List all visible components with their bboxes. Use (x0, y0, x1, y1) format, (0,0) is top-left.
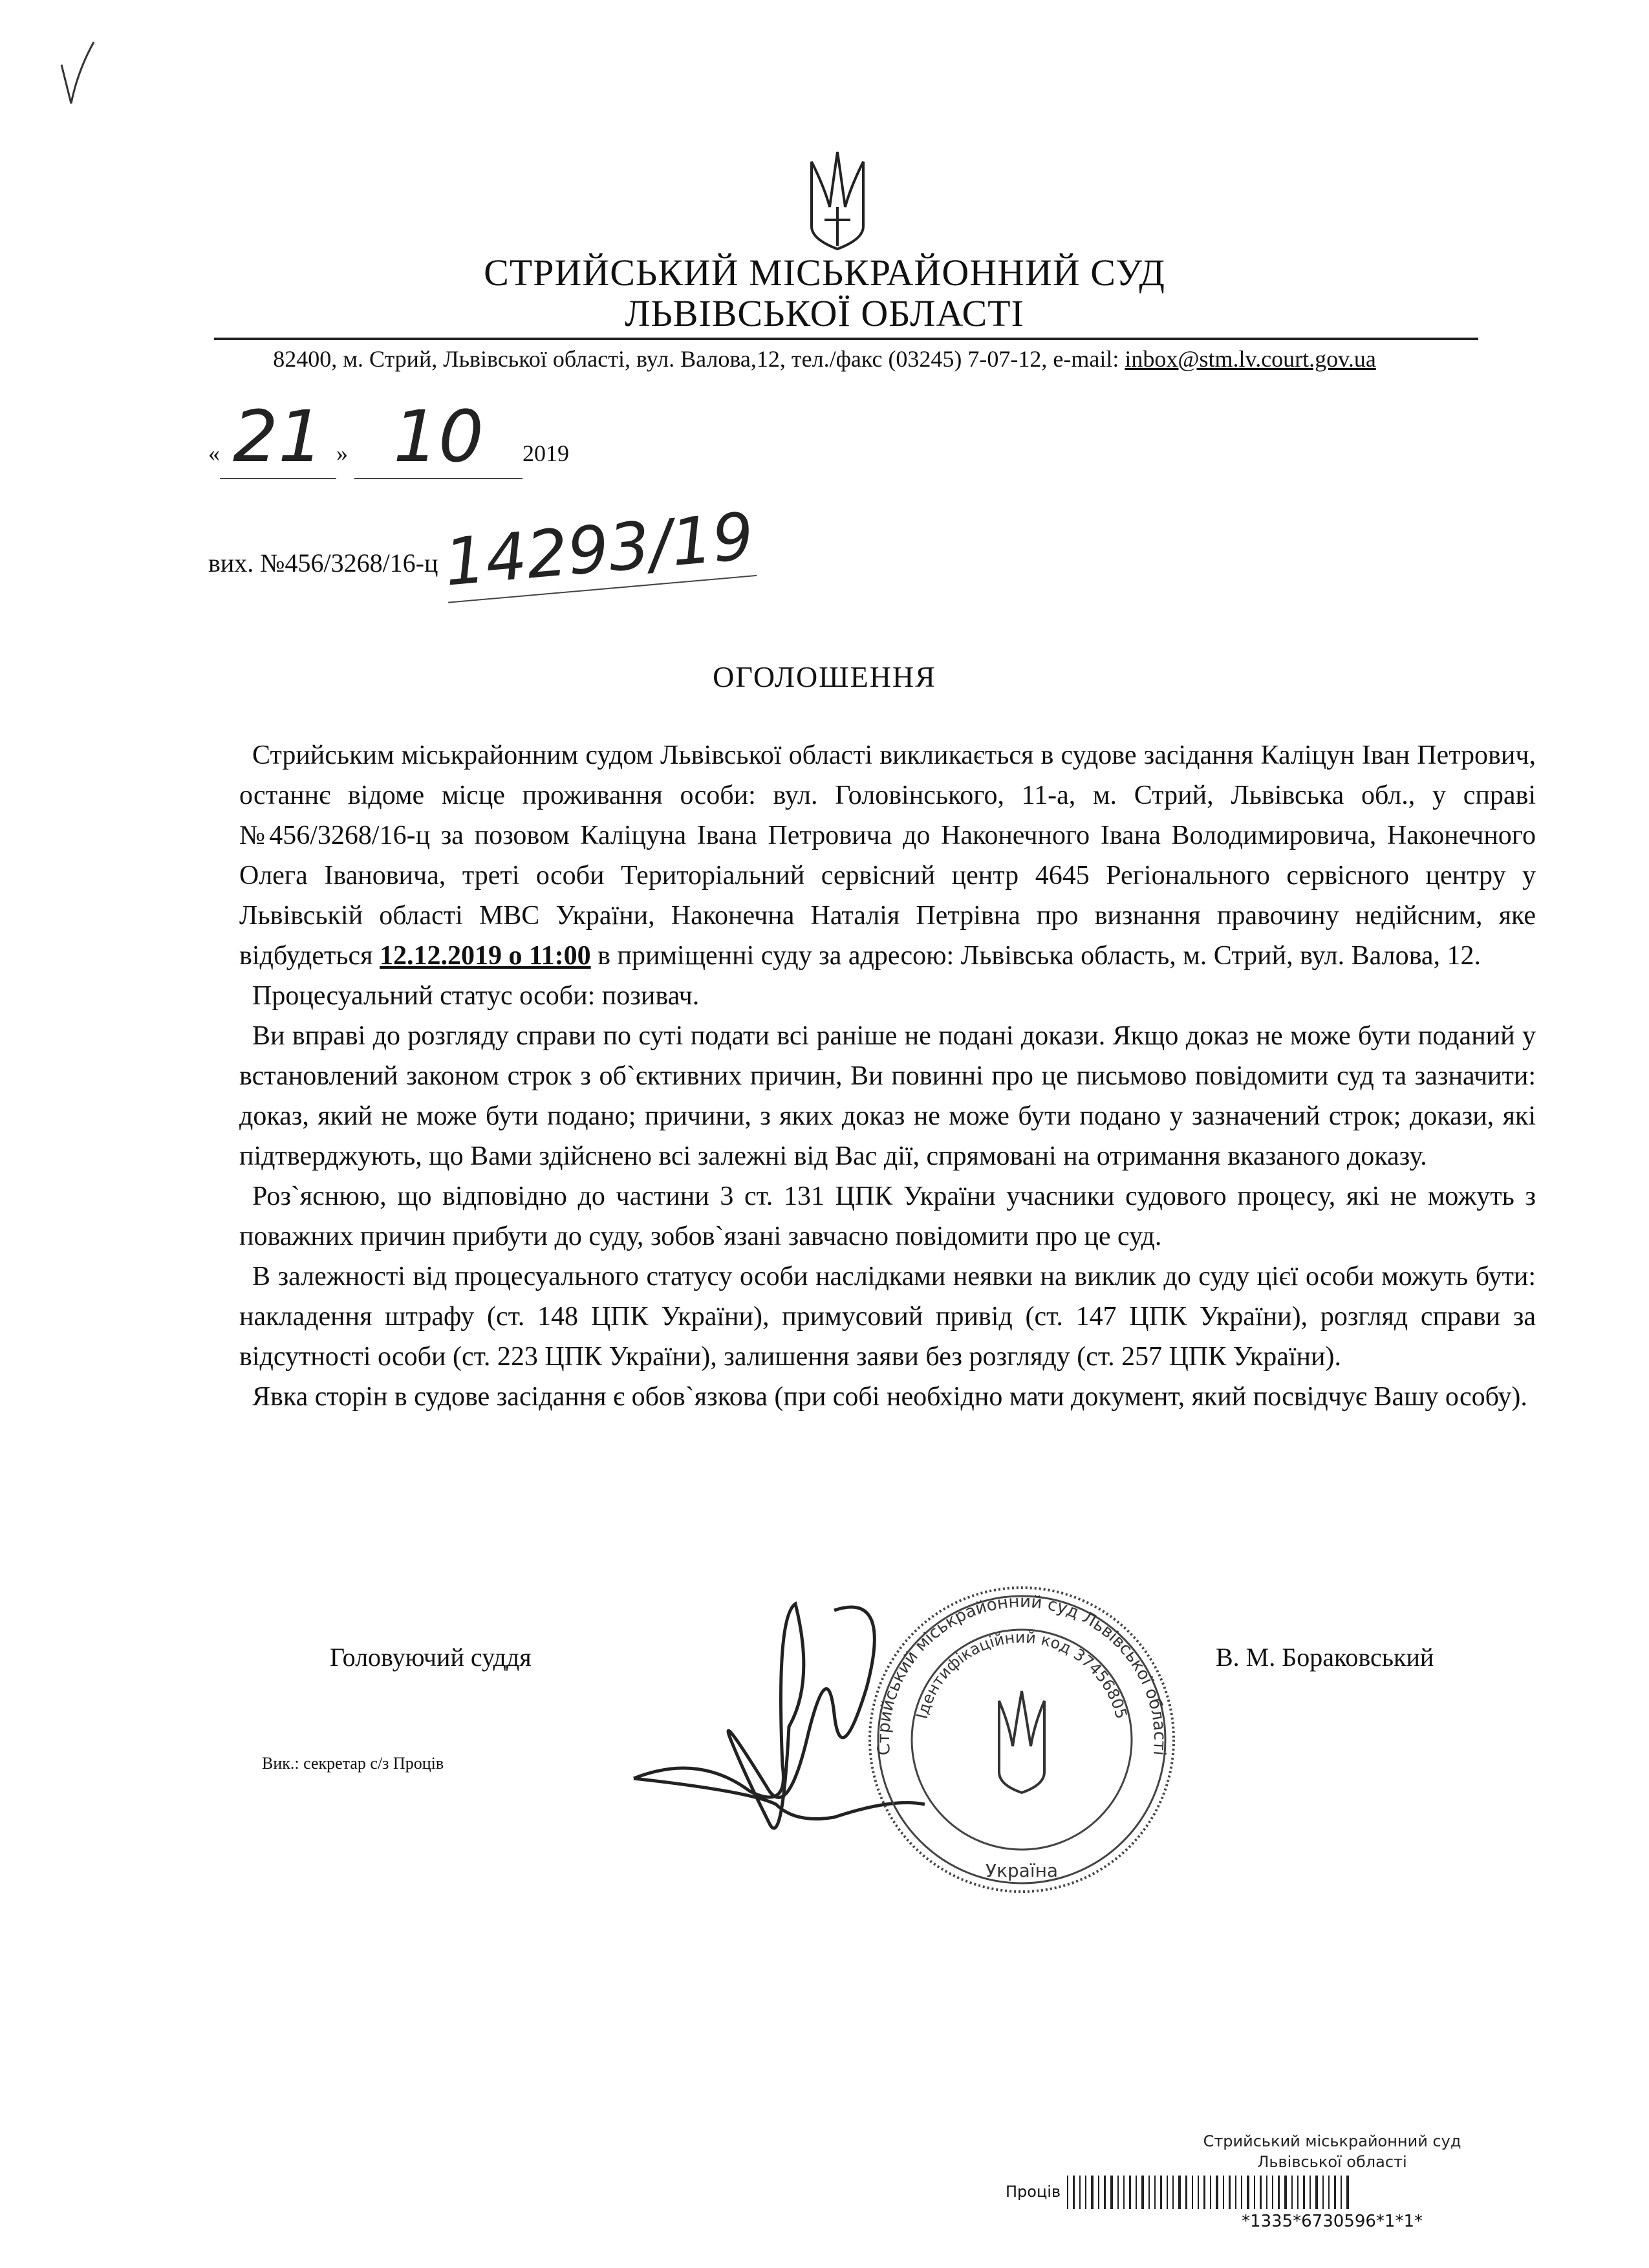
ref-label: вих. №456/3268/16-ц (208, 548, 438, 578)
svg-text:Ідентифікаційний код 37456805 (913, 1628, 1131, 1721)
barcode-bar (1297, 2176, 1299, 2209)
seal-outer-text: Стрийський міськрайонний суд Львівської області (874, 1592, 1170, 1756)
barcode-bar (1167, 2176, 1168, 2209)
barcode-bar (1185, 2176, 1187, 2209)
barcode-number: *1335*6730596*1*1* (1241, 2212, 1423, 2231)
summons-text: Стрийським міськрайонним судом Львівської області викликається в судове засідання Каліцун Іван Петрович, останнє відоме місце проживання особи: вул. Головінського, 11-а, м. Стрий, Львівська обл., у справі №456/3268/16-ц за позовом Каліцуна Івана Петровича до Наконечного Івана Володимировича, Наконечного Олега Івановича, треті особи Територіальний сервісний центр 4645 Регіонального сервісного центру у Львівській області МВС України, Наконечна Наталія Петрівна про визнання правочину недійсним, яке відбудеться (239, 740, 1536, 971)
address-text: 82400, м. Стрий, Львівської області, вул. Валова,12, тел./факс (03245) 7-07-12, e-mail: (273, 346, 1125, 372)
barcode-bar (1341, 2176, 1342, 2209)
barcode-bar (1178, 2176, 1181, 2209)
barcode-bar (1216, 2176, 1218, 2209)
paragraph-evidence: Ви вправі до розгляду справи по суті подати всі раніше не подані докази. Якщо доказ не може бути поданий у встановлений законом строк з об`єктивних причин, Ви повинні про це письмово повідомити суд та зазначити: доказ, який не може бути подано; причини, з яких доказ не може бути подано у зазначений строк; докази, які підтверджують, що Вами здійснено всі залежні від Вас дії, спрямовані на отримання вказаного доказу. (239, 1021, 1536, 1171)
ref-handwritten: 14293/19 (442, 497, 757, 603)
barcode-bar (1315, 2176, 1318, 2209)
date-quote-close: » (336, 440, 348, 466)
barcode-bar (1198, 2176, 1199, 2209)
paragraph-consequences: В залежності від процесуального статусу особи наслідками неявки на виклик до суду цієї особи можуть бути: накладення штрафу (ст. 148 ЦПК України), примусовий привід (ст. 147 ЦПК України), розгляд справи за відсутності особи (ст. 223 ЦПК України), залишення заяви без розгляду (ст. 257 ЦПК України). (239, 1262, 1536, 1372)
header-divider (214, 338, 1478, 340)
barcode-bar (1322, 2176, 1324, 2209)
barcode-bar (1098, 2176, 1099, 2209)
email-link[interactable]: inbox@stm.lv.court.gov.ua (1125, 346, 1376, 372)
barcode-bar (1091, 2176, 1094, 2209)
barcode (1067, 2176, 1353, 2209)
barcode-bar (1346, 2176, 1349, 2209)
checkmark-icon (58, 39, 97, 110)
barcode-bar (1260, 2176, 1262, 2209)
announcement-body (239, 735, 1536, 1417)
paragraph-status: Процесуальний статус особи: позивач. (252, 981, 700, 1011)
trident-icon (805, 149, 870, 252)
hearing-datetime: 12.12.2019 о 11:00 (379, 941, 591, 971)
barcode-bar (1235, 2176, 1236, 2209)
barcode-bar (1272, 2176, 1273, 2209)
barcode-bar (1334, 2176, 1336, 2209)
barcode-bar (1328, 2176, 1330, 2209)
barcode-bar (1291, 2176, 1293, 2209)
barcode-bar (1085, 2176, 1086, 2209)
barcode-bar (1284, 2176, 1287, 2209)
barcode-bar (1310, 2176, 1311, 2209)
barcode-bar (1203, 2176, 1205, 2209)
barcode-bar (1117, 2176, 1119, 2209)
court-title-line2: ЛЬВІВСЬКОЇ ОБЛАСТІ (625, 292, 1024, 334)
paragraph-explanation: Роз`яснюю, що відповідно до частини 3 ст. 131 ЦПК України учасники судового процесу, які не можуть з поважних причин прибути до суду, зобов`язані завчасно повідомити про це суд. (239, 1182, 1536, 1251)
barcode-bar (1266, 2176, 1267, 2209)
court-address (0, 345, 1649, 373)
barcode-bar (1303, 2176, 1305, 2209)
judge-role: Головуючий суддя (330, 1643, 532, 1672)
barcode-bar (1110, 2176, 1113, 2209)
document-date (208, 394, 569, 479)
barcode-bar (1247, 2176, 1249, 2209)
seal-inner-text: Ідентифікаційний код 37456805 (912, 1628, 1131, 1721)
judge-name: В. М. Бораковський (1216, 1643, 1434, 1672)
barcode-bar (1073, 2176, 1075, 2209)
barcode-bar (1079, 2176, 1081, 2209)
svg-text:Стрийський міськрайонний суд Л (874, 1592, 1169, 1756)
court-title-line1: СТРИЙСЬКИЙ МІСЬКРАЙОННИЙ СУД (484, 252, 1165, 294)
barcode-court (1164, 2131, 1500, 2172)
date-day: 21 (220, 395, 336, 479)
seal-trident-icon (999, 1691, 1044, 1793)
barcode-bar (1104, 2176, 1106, 2209)
outgoing-ref (208, 498, 757, 602)
paragraph-attendance: Явка сторін в судове засідання є обов`язкова (при собі необхідно мати документ, який посвідчує Вашу особу). (252, 1382, 1527, 1412)
seal-country: Україна (985, 1860, 1059, 1881)
barcode-bar (1223, 2176, 1224, 2209)
barcode-court-line2: Львівської області (1257, 2153, 1407, 2171)
barcode-bar (1067, 2176, 1068, 2209)
barcode-bar (1141, 2176, 1144, 2209)
barcode-bar (1123, 2176, 1125, 2209)
barcode-bar (1136, 2176, 1137, 2209)
court-seal (867, 1584, 1177, 1895)
barcode-bar (1129, 2176, 1131, 2209)
barcode-bar (1254, 2176, 1255, 2209)
barcode-bar (1154, 2176, 1156, 2209)
barcode-bar (1148, 2176, 1150, 2209)
barcode-name: Проців (1006, 2183, 1061, 2201)
barcode-bar (1278, 2176, 1280, 2209)
barcode-court-line1: Стрийський міськрайонний суд (1203, 2132, 1461, 2150)
barcode-bar (1192, 2176, 1193, 2209)
barcode-bar (1172, 2176, 1174, 2209)
secretary-line: Вик.: секретар с/з Проців (262, 1754, 444, 1773)
date-year: 2019 (522, 440, 569, 466)
paragraph-summons (239, 735, 1536, 976)
summons-tail: в приміщенні суду за адресою: Львівська область, м. Стрий, вул. Валова, 12. (590, 941, 1481, 971)
barcode-bar (1229, 2176, 1231, 2209)
barcode-bar (1210, 2176, 1211, 2209)
barcode-bar (1160, 2176, 1162, 2209)
barcode-bar (1241, 2176, 1242, 2209)
date-quote-open: « (208, 440, 220, 466)
document-heading: ОГОЛОШЕННЯ (713, 660, 936, 693)
date-month: 10 (354, 395, 523, 479)
